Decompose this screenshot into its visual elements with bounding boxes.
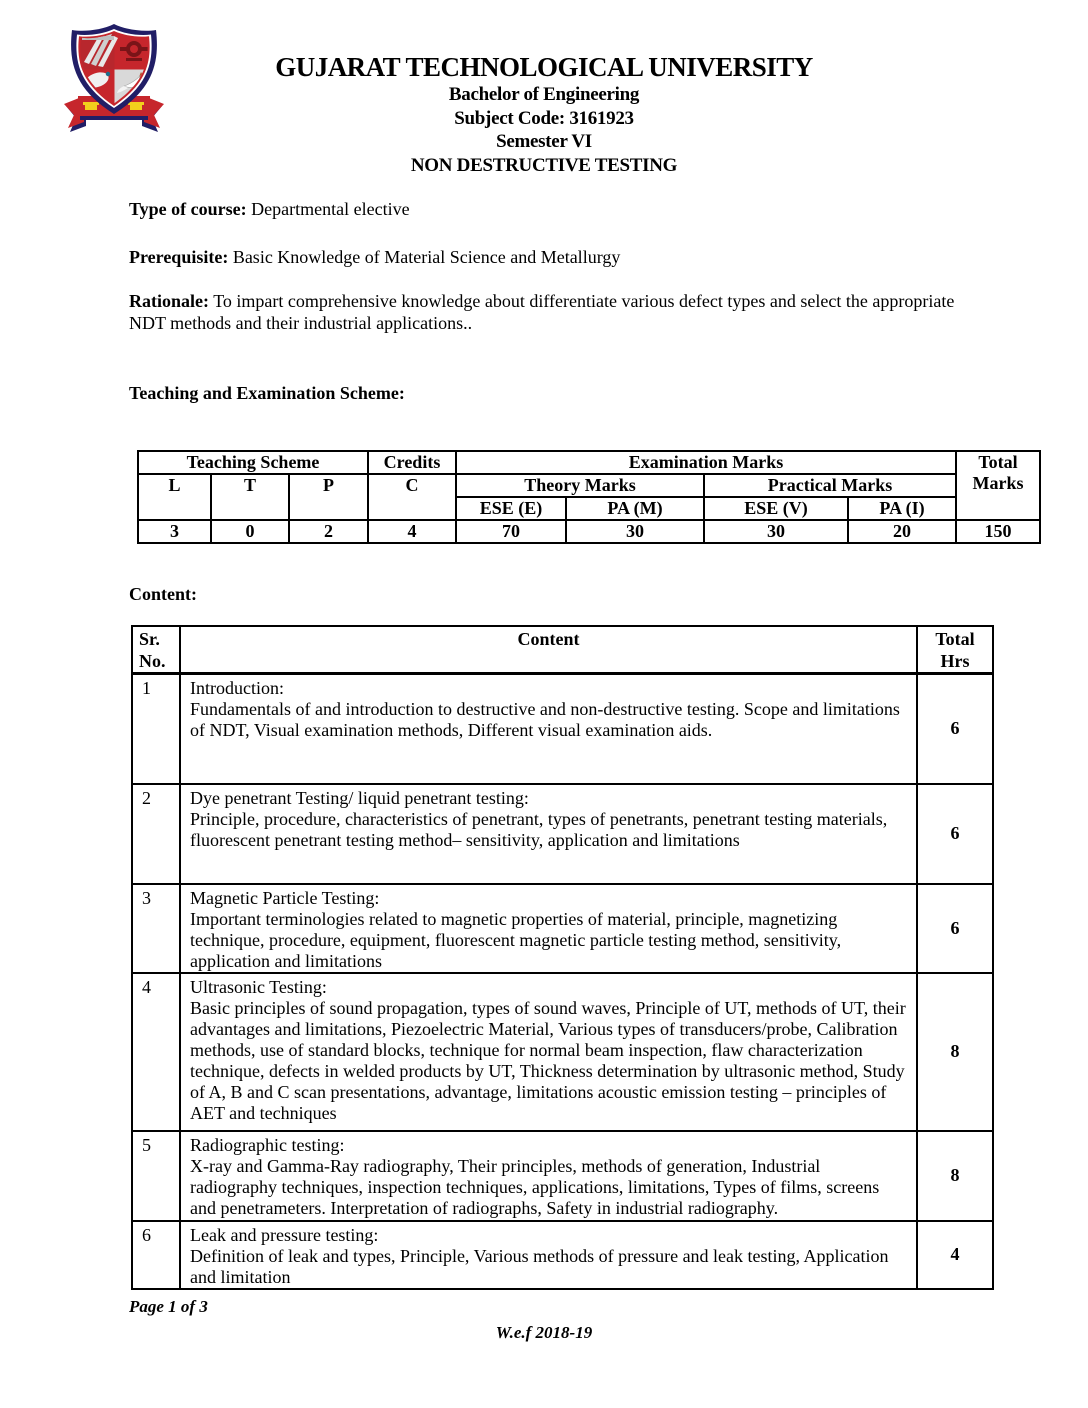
- scheme-subcol-ese-v: ESE (V): [704, 497, 848, 520]
- content-col-sr-line2: No.: [139, 651, 166, 671]
- scheme-subcol-pa-i: PA (I): [848, 497, 956, 520]
- degree-line: Bachelor of Engineering: [448, 84, 640, 105]
- prerequisite-line: [129, 246, 955, 268]
- rationale-line: [129, 290, 955, 334]
- content-row: [132, 674, 993, 784]
- prerequisite-value: Basic Knowledge of Material Science and Metallurgy: [232, 247, 621, 267]
- university-title: GUJARAT TECHNOLOGICAL UNIVERSITY: [275, 52, 813, 82]
- scheme-subcol-pa-m: PA (M): [566, 497, 704, 520]
- content-row-title: Magnetic Particle Testing:: [190, 887, 380, 908]
- semester-line: Semester VI: [496, 131, 592, 152]
- content-row-hours: 6: [917, 784, 993, 884]
- content-row-sr: 5: [132, 1131, 180, 1221]
- scheme-header-practical-marks: Practical Marks: [704, 474, 956, 497]
- content-row-sr: 1: [132, 674, 180, 784]
- scheme-section-heading: Teaching and Examination Scheme:: [129, 383, 405, 403]
- content-section-heading: Content:: [129, 584, 197, 604]
- scheme-header-credits: Credits: [368, 451, 456, 474]
- content-row-sr: 4: [132, 973, 180, 1131]
- type-of-course-label: Type of course:: [129, 199, 247, 219]
- scheme-header-exam-marks: Examination Marks: [456, 451, 956, 474]
- scheme-total-line1: Total: [978, 452, 1018, 472]
- rationale-value: To impart comprehensive knowledge about differentiate various defect types and select the appropriate NDT methods and their industrial applications..: [129, 291, 955, 333]
- scheme-col-p: P: [289, 474, 368, 520]
- scheme-header-total-marks: [956, 451, 1040, 520]
- content-row-text: [180, 973, 917, 1131]
- content-row-body: X-ray and Gamma-Ray radiography, Their principles, methods of generation, Industrial radiography techniques, inspection techniques, applications, limitations, Types of films, screens and penetrameters. Interpretation of radiographs, Safety in industrial radiography.: [190, 1155, 880, 1218]
- rationale-label: Rationale:: [129, 291, 209, 311]
- scheme-col-c: C: [368, 474, 456, 520]
- scheme-header-teaching: Teaching Scheme: [138, 451, 368, 474]
- content-row-title: Introduction:: [190, 678, 284, 698]
- scheme-value-total: 150: [956, 520, 1040, 543]
- content-row-text: [180, 784, 917, 884]
- content-table-body: [132, 626, 993, 1289]
- prerequisite-label: Prerequisite:: [129, 247, 229, 267]
- scheme-header-theory-marks: Theory Marks: [456, 474, 704, 497]
- content-col-hrs-header: [917, 626, 993, 674]
- scheme-value-pa-m: 30: [566, 520, 704, 543]
- scheme-header-row-1: [138, 451, 1040, 474]
- content-row-title: Radiographic testing:: [190, 1134, 345, 1155]
- type-of-course-line: [129, 198, 955, 220]
- content-row-hours: 6: [917, 884, 993, 973]
- content-row-title: Ultrasonic Testing:: [190, 976, 327, 997]
- content-col-hrs-line2: Hrs: [940, 651, 970, 671]
- content-header-row: [132, 626, 993, 674]
- subject-name-line: NON DESTRUCTIVE TESTING: [410, 154, 678, 176]
- scheme-values-row: [138, 520, 1040, 543]
- scheme-value-c: 4: [368, 520, 456, 543]
- document-header: [0, 52, 1088, 177]
- scheme-subcol-ese-e: ESE (E): [456, 497, 566, 520]
- content-row-body: Important terminologies related to magnetic properties of material, principle, magnetizing technique, procedure, equipment, fluorescent magnetic particle testing method, sensitivity, application and limitations: [190, 908, 842, 971]
- footer-wef: W.e.f 2018-19: [495, 1323, 593, 1342]
- scheme-value-l: 3: [138, 520, 211, 543]
- scheme-value-pa-i: 20: [848, 520, 956, 543]
- scheme-header-row-2: [138, 474, 1040, 497]
- content-row: [132, 784, 993, 884]
- type-of-course-value: Departmental elective: [251, 199, 410, 219]
- content-row-title: Leak and pressure testing:: [190, 1224, 379, 1245]
- content-row: [132, 1131, 993, 1221]
- content-row-text: [180, 884, 917, 973]
- content-table: [131, 625, 994, 1290]
- scheme-total-line2: Marks: [972, 473, 1024, 493]
- content-row-body: Fundamentals of and introduction to destructive and non-destructive testing. Scope and limitations of NDT, Visual examination methods, Different visual examination aids.: [190, 699, 900, 740]
- content-col-content-header: Content: [180, 626, 917, 674]
- scheme-col-t: T: [211, 474, 289, 520]
- content-row-text: [180, 1221, 917, 1289]
- scheme-value-ese-e: 70: [456, 520, 566, 543]
- teaching-examination-scheme-table: [137, 450, 1041, 544]
- subject-code-line: Subject Code: 3161923: [454, 107, 634, 129]
- content-row-text: [180, 1131, 917, 1221]
- content-col-sr-line1: Sr.: [139, 629, 160, 649]
- content-col-hrs-line1: Total: [935, 629, 975, 649]
- content-row-title: Dye penetrant Testing/ liquid penetrant testing:: [190, 787, 529, 808]
- scheme-col-l: L: [138, 474, 211, 520]
- content-row-hours: 8: [917, 973, 993, 1131]
- footer-page-number: Page 1 of 3: [129, 1297, 208, 1316]
- content-row-body: Basic principles of sound propagation, types of sound waves, Principle of UT, methods of UT, their advantages and limitations, Piezoelectric Material, Various types of transducers/probe, Calibration methods, use of standard blocks, technique for normal beam inspection, flaw characterization technique, defects in welded products by UT, Thickness determination by ultrasonic method, Study of A, B and C scan presentations, advantage, limitations acoustic emission testing – principles of AET and techniques: [190, 997, 906, 1123]
- scheme-value-t: 0: [211, 520, 289, 543]
- content-row-sr: 2: [132, 784, 180, 884]
- content-row-hours: 6: [917, 674, 993, 784]
- content-row-body: Definition of leak and types, Principle, Various methods of pressure and leak testing, Application and limitation: [190, 1245, 889, 1287]
- scheme-value-ese-v: 30: [704, 520, 848, 543]
- content-col-sr-header: [132, 626, 180, 674]
- content-row-text: [180, 674, 917, 784]
- content-row-sr: 3: [132, 884, 180, 973]
- content-row-hours: 4: [917, 1221, 993, 1289]
- scheme-value-p: 2: [289, 520, 368, 543]
- content-row-body: Principle, procedure, characteristics of penetrant, types of penetrants, penetrant testing materials, fluorescent penetrant testing method– sensitivity, application and limitations: [190, 808, 888, 850]
- content-row: [132, 1221, 993, 1289]
- content-row-hours: 8: [917, 1131, 993, 1221]
- content-row-sr: 6: [132, 1221, 180, 1289]
- content-row: [132, 884, 993, 973]
- content-row: [132, 973, 993, 1131]
